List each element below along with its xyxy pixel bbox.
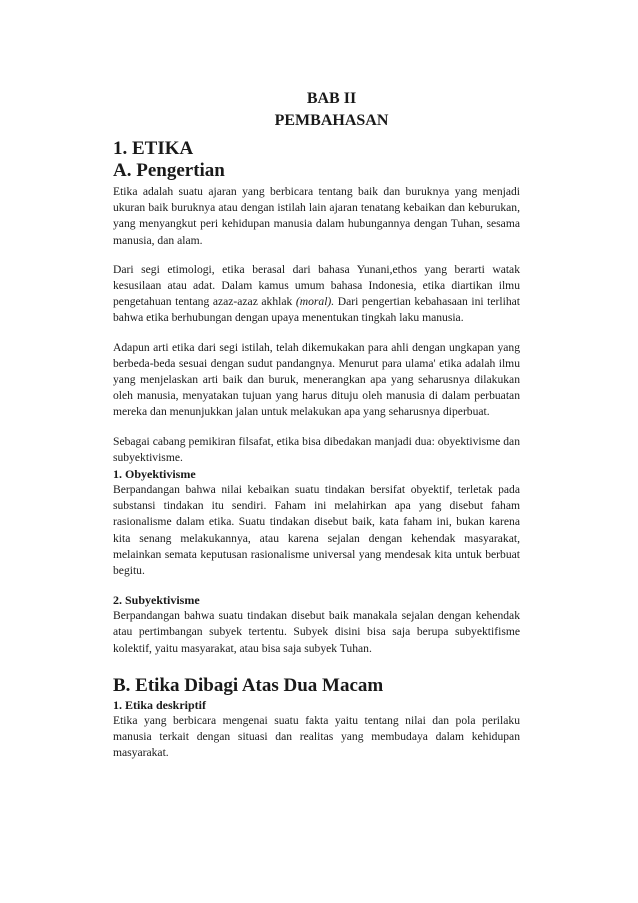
heading-subyektivisme: 2. Subyektivisme (113, 593, 200, 608)
paragraph-philosophy: Sebagai cabang pemikiran filsafat, etika bisa dibedakan manjadi dua: obyektivisme dan subyektivisme. (113, 434, 520, 464)
paragraph-etika-deskriptif: Etika yang berbicara mengenai suatu fakta yaitu tentang nilai dan pola perilaku manusia terkait dengan situasi dan realitas yang membudaya dalam kehidupan masyarakat. (113, 713, 520, 760)
etymology-text-b: Dari pengertian kebahasaan ini terlihat bahwa etika berhubungan dengan upaya menentukan tingkah laku manusia. (113, 295, 521, 325)
etymology-text-a: Dari segi etimologi, etika berasal dari bahasa Yunani,ethos yang berarti watak kesusilaan atau adat. Dalam kamus umum bahasa Indonesia, etika diartikan ilmu pengetahuan tentang azaz-azaz akhlak (113, 262, 520, 309)
paragraph-subyektivisme: Berpandangan bahwa suatu tindakan disebut baik manakala sejalan dengan kehendak atau pertimbangan subyek tertentu. Subyek disini bisa saja berupa subyektifisme kolektif, yaitu masyarakat, atau bisa saja subyek Tuhan. (113, 609, 520, 655)
chapter-title: PEMBAHASAN (274, 112, 389, 129)
document-page (113, 88, 520, 761)
subsection-heading-pengertian: A. Pengertian (113, 160, 225, 181)
moral-term: (moral). (295, 295, 335, 309)
heading-etika-deskriptif: 1. Etika deskriptif (113, 697, 207, 712)
section-heading-etika: 1. ETIKA (113, 138, 194, 159)
chapter-label: BAB II (306, 90, 357, 107)
section-heading-dua-macam: B. Etika Dibagi Atas Dua Macam (113, 674, 384, 696)
paragraph-terminology: Adapun arti etika dari segi istilah, telah dikemukakan para ahli dengan ungkapan yang berbeda-beda sesuai dengan sudut pandangnya. Menurut para ulama' etika adalah ilmu yang menjelaskan arti baik dan buruk, menerangkan apa yang seharusnya dilakukan oleh manusia, menyatakan tujuan yang harus dituju oleh manusia di dalam perbuatan mereka dan menunjukkan jalan untuk melakukan apa yang seharusnya diperbuat. (113, 340, 520, 419)
heading-obyektivisme: 1. Obyektivisme (113, 467, 196, 482)
paragraph-obyektivisme: Berpandangan bahwa nilai kebaikan suatu tindakan bersifat obyektif, terletak pada substansi tindakan itu sendiri. Faham ini melahirkan apa yang disebut faham rasionalisme dalam etika. Suatu tindakan disebut baik, kata faham ini, bukan karena kita senang melakukannya, atau karena sejalan dengan kehendak masyarakat, melainkan semata keputusan rasionalisme universal yang mendesak kita untuk berbuat begitu. (113, 483, 520, 578)
paragraph-etymology (113, 262, 520, 327)
paragraph-definition: Etika adalah suatu ajaran yang berbicara tentang baik dan buruknya yang menjadi ukuran baik buruknya atau dengan istilah lain ajaran tenatang kebaikan dan keburukan, yang menyangkut peri kehidupan manusia dalam hubungannya dengan Tuhan, sesama manusia, dan alam. (113, 185, 520, 247)
